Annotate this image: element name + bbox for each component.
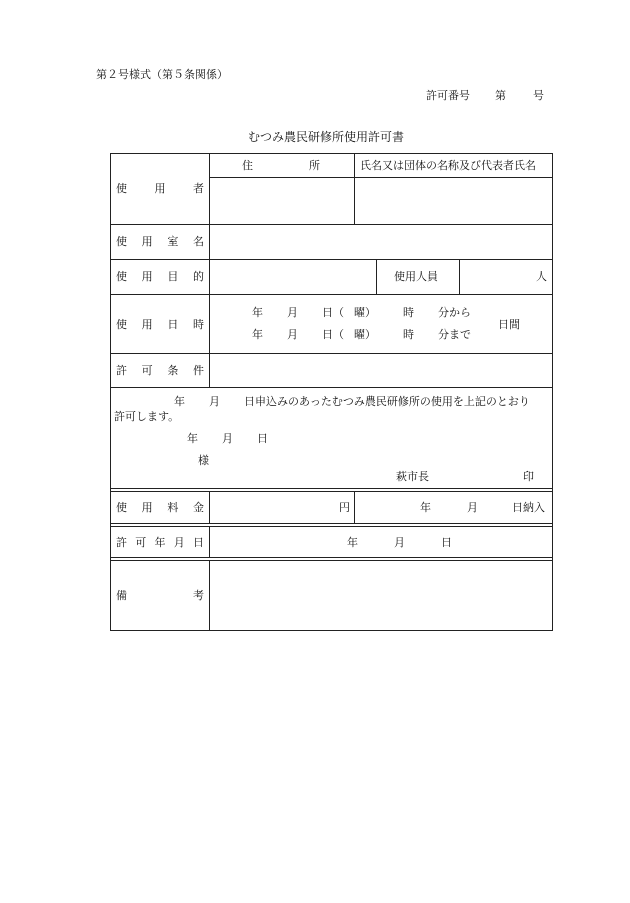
to-year: 年 <box>252 328 263 341</box>
days-label: 日間 <box>498 318 520 331</box>
seal-mark: 印 <box>523 470 534 483</box>
from-year: 年 <box>252 306 263 319</box>
to-minute: 分まで <box>438 328 471 341</box>
purpose-label: 使 用 目 的 <box>116 270 204 283</box>
fee-yen-unit: 円 <box>339 501 350 514</box>
fee-pay-month: 月 <box>467 501 478 514</box>
user-label: 使 用 者 <box>116 182 204 195</box>
from-month: 月 <box>287 306 298 319</box>
notice-date-year: 年 <box>187 432 198 445</box>
to-weekday: 曜） <box>354 328 376 341</box>
notice-text-line2: 許可します。 <box>114 410 180 423</box>
conditions-label: 許 可 条 件 <box>116 364 204 377</box>
form-number-label: 第２号様式（第５条関係） <box>96 68 228 81</box>
permit-number-dai: 第 <box>495 89 506 102</box>
from-weekday: 曜） <box>354 306 376 319</box>
notice-year: 年 <box>174 395 185 408</box>
to-month: 月 <box>287 328 298 341</box>
persons-unit: 人 <box>536 270 547 283</box>
remarks-label: 備 考 <box>116 589 204 602</box>
permit-date-label: 許 可 年 月 日 <box>116 536 204 549</box>
permit-number-go: 号 <box>533 89 544 102</box>
issuer-title: 萩市長 <box>396 470 429 483</box>
permit-date-day: 日 <box>441 536 452 549</box>
from-hour: 時 <box>403 306 414 319</box>
to-day: 日（ <box>322 328 344 341</box>
notice-date-day: 日 <box>257 432 268 445</box>
permit-date-month: 月 <box>394 536 405 549</box>
from-day: 日（ <box>322 306 344 319</box>
address-header: 住所 <box>242 159 376 172</box>
document-title: むつみ農民研修所使用許可書 <box>248 130 405 144</box>
to-hour: 時 <box>403 328 414 341</box>
addressee-suffix: 様 <box>198 454 209 467</box>
persons-label: 使用人員 <box>394 270 438 283</box>
name-header: 氏名又は団体の名称及び代表者氏名 <box>360 159 536 172</box>
fee-pay-year: 年 <box>420 501 431 514</box>
notice-date-month: 月 <box>222 432 233 445</box>
permit-date-year: 年 <box>347 536 358 549</box>
notice-month: 月 <box>209 395 220 408</box>
room-label: 使 用 室 名 <box>116 235 204 248</box>
notice-text-line1: 日申込みのあったむつみ農民研修所の使用を上記のとおり <box>244 395 530 408</box>
fee-pay-day: 日納入 <box>512 501 545 514</box>
permit-number-label: 許可番号 <box>426 89 470 102</box>
from-minute: 分から <box>438 306 471 319</box>
fee-label: 使 用 料 金 <box>116 501 204 514</box>
datetime-label: 使 用 日 時 <box>116 318 204 331</box>
